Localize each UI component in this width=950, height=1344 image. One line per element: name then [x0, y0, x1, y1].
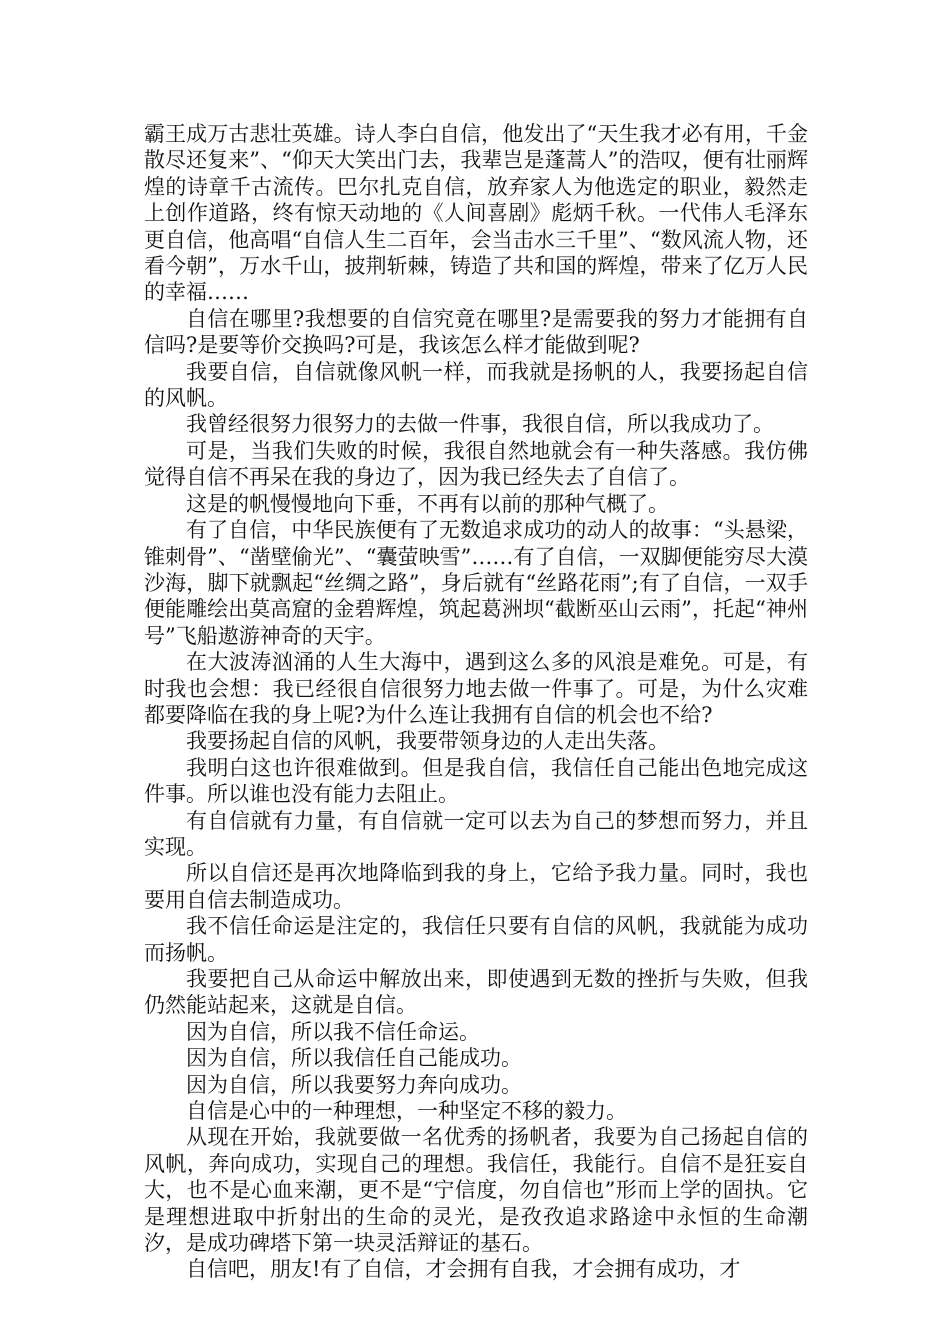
- paragraph: 我要扬起自信的风帆，我要带领身边的人走出失落。: [186, 729, 669, 754]
- paragraph: 自信吧，朋友!有了自信，才会拥有自我，才会拥有成功，才: [186, 1257, 741, 1282]
- paragraph: 我要把自己从命运中解放出来，即使遇到无数的挫折与失败，但我仍然能站起来，这就是自信。: [144, 967, 808, 1018]
- paragraph: 因为自信，所以我要努力奔向成功。: [186, 1072, 522, 1097]
- paragraph: 因为自信，所以我信任自己能成功。: [186, 1046, 522, 1071]
- paragraph: 自信在哪里?我想要的自信究竟在哪里?是需要我的努力才能拥有自信吗?是要等价交换吗?可是，我该怎么样才能做到呢?: [144, 306, 808, 358]
- paragraph: 这是的帆慢慢地向下垂，不再有以前的那种气概了。: [186, 491, 669, 516]
- paragraph: 自信是心中的一种理想，一种坚定不移的毅力。: [186, 1099, 627, 1124]
- paragraph: 霸王成万古悲壮英雄。诗人李白自信，他发出了“天生我才必有用，千金散尽还复来”、“仰天大笑出门去，我辈岂是蓬蒿人”的浩叹，便有壮丽辉煌的诗章千古流传。巴尔扎克自信，放弃家人为他选定的职业，毅然走上创作道路，终有惊天动地的《人间喜剧》彪炳千秋。一代伟人毛泽东更自信，他高唱“自信人生二百年，会当击水三千里”、“数风流人物，还看今朝”，万水千山，披荆斩棘，铸造了共和国的辉煌，带来了亿万人民的幸福……: [144, 122, 808, 305]
- paragraph: 因为自信，所以我不信任命运。: [186, 1019, 480, 1044]
- paragraph: 所以自信还是再次地降临到我的身上，它给予我力量。同时，我也要用自信去制造成功。: [144, 861, 808, 912]
- paragraph: 有了自信，中华民族便有了无数追求成功的动人的故事：“头悬梁，锥刺骨”、“凿壁偷光”、“囊萤映雪”……有了自信，一双脚便能穷尽大漠沙海，脚下就飘起“丝绸之路”，身后就有“丝路花雨”;有了自信，一双手便能雕绘出莫高窟的金碧辉煌，筑起葛洲坝“截断巫山云雨”，托起“神州号”飞船遨游神奇的天宇。: [144, 518, 808, 648]
- paragraph: 在大波涛汹涌的人生大海中，遇到这么多的风浪是难免。可是，有时我也会想：我已经很自信很努力地去做一件事了。可是，为什么灾难都要降临在我的身上呢?为什么连让我拥有自信的机会也不给?: [144, 650, 808, 727]
- paragraph: 从现在开始，我就要做一名优秀的扬帆者，我要为自己扬起自信的风帆，奔向成功，实现自己的理想。我信任，我能行。自信不是狂妄自大，也不是心血来潮，更不是“宁信度，勿自信也”形而上学的固执。它是理想进取中折射出的生命的灵光，是孜孜追求路途中永恒的生命潮汐，是成功碑塔下第一块灵活辩证的基石。: [144, 1125, 808, 1256]
- document-body: [144, 121, 808, 1283]
- paragraph: 我要自信，自信就像风帆一样，而我就是扬帆的人，我要扬起自信的风帆。: [144, 359, 808, 411]
- paragraph: 我曾经很努力很努力的去做一件事，我很自信，所以我成功了。: [186, 412, 774, 437]
- paragraph: 有自信就有力量，有自信就一定可以去为自己的梦想而努力，并且实现。: [144, 808, 808, 859]
- paragraph: 我不信任命运是注定的，我信任只要有自信的风帆，我就能为成功而扬帆。: [144, 914, 808, 965]
- paragraph: 我明白这也许很难做到。但是我自信，我信任自己能出色地完成这件事。所以谁也没有能力去阻止。: [144, 755, 808, 807]
- paragraph: 可是，当我们失败的时候，我很自然地就会有一种失落感。我仿佛觉得自信不再呆在我的身边了，因为我已经失去了自信了。: [144, 438, 808, 490]
